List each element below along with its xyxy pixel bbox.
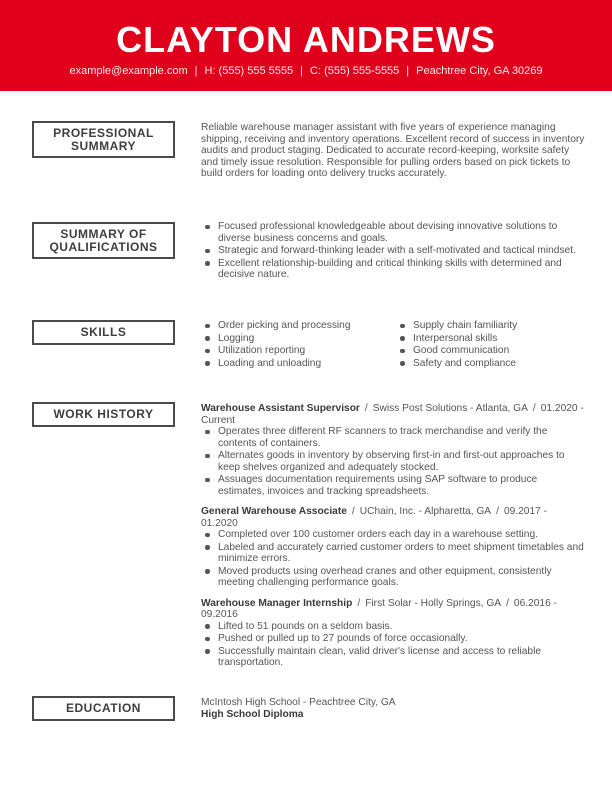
job-entry xyxy=(201,403,586,497)
work-history-list xyxy=(201,403,586,678)
bullet-icon xyxy=(205,624,210,629)
job-dates: 09.2017 - 01.2020 xyxy=(201,506,548,529)
resume-header xyxy=(0,0,612,91)
separator: / xyxy=(496,506,499,517)
home-phone: H: (555) 555 5555 xyxy=(204,65,294,77)
separator: / xyxy=(506,597,509,609)
separator: / xyxy=(364,403,368,414)
separator: / xyxy=(532,403,536,414)
bullet-icon xyxy=(205,336,210,341)
qualifications-list xyxy=(201,221,586,282)
bullet-icon xyxy=(205,361,210,366)
bullet-icon xyxy=(400,349,405,354)
job-company: First Solar - Holly Springs, GA xyxy=(365,597,502,609)
job-entry xyxy=(201,598,586,669)
summary-paragraph: Reliable warehouse manager assistant with five years of experience managing shipping, receiving and inventory operations. Excellent record of success in inventory audits and product staging. Dedicated to accurate record-keeping, worksite safety and timely issue resolution. Responsible for pulling orders based on pick tickets to build orders for loading onto delivery trucks accurately. xyxy=(201,122,585,179)
bullet-icon xyxy=(400,324,405,329)
separator: | xyxy=(194,65,198,77)
bullet-icon xyxy=(205,533,210,538)
section-label: WORK HISTORY xyxy=(32,402,175,427)
list-item: Excellent relationship-building and critical thinking skills with determined and decisive nature. xyxy=(201,258,586,281)
list-item: Moved products using overhead cranes and other equipment, consistently meeting challenging performance goals. xyxy=(201,566,586,589)
bullet-icon xyxy=(205,249,210,254)
list-item: Successfully maintain clean, valid driver's license and access to reliable transportation. xyxy=(201,646,586,669)
summary-text xyxy=(201,122,586,180)
cell-phone: C: (555) 555-5555 xyxy=(310,65,400,77)
skill-item: Good communication xyxy=(396,345,586,357)
job-header xyxy=(201,598,586,621)
bullet-icon xyxy=(205,261,210,266)
bullet-icon xyxy=(400,361,405,366)
list-item: Labeled and accurately carried customer orders to meet shipment timetables and minimize errors. xyxy=(201,542,586,565)
job-dates: 06.2016 - 09.2016 xyxy=(201,597,557,620)
skill-item: Order picking and processing xyxy=(201,320,396,332)
bullet-icon xyxy=(205,637,210,642)
list-item: Focused professional knowledgeable about devising innovative solutions to diverse business concerns and goals. xyxy=(201,221,586,244)
candidate-name: CLAYTON ANDREWS xyxy=(116,19,496,60)
education-school: McIntosh High School - Peachtree City, GA xyxy=(201,697,396,708)
section-label: EDUCATION xyxy=(32,696,175,721)
email: example@example.com xyxy=(69,65,188,77)
skill-item: Utilization reporting xyxy=(201,345,396,357)
list-item: Operates three different RF scanners to track merchandise and verify the contents of containers. xyxy=(201,426,586,449)
separator: | xyxy=(406,65,410,77)
skill-item: Loading and unloading xyxy=(201,358,396,370)
section-label: SKILLS xyxy=(32,320,175,345)
skill-item: Supply chain familiarity xyxy=(396,320,586,332)
list-item: Completed over 100 customer orders each day in a warehouse setting. xyxy=(201,529,586,541)
bullet-icon xyxy=(205,430,210,435)
skill-item: Interpersonal skills xyxy=(396,333,586,345)
job-title: General Warehouse Associate xyxy=(201,506,347,517)
separator: | xyxy=(300,65,304,77)
bullet-icon xyxy=(205,324,210,329)
bullet-icon xyxy=(205,569,210,574)
job-title: Warehouse Assistant Supervisor xyxy=(201,403,360,414)
bullet-icon xyxy=(205,545,210,550)
separator: / xyxy=(351,506,355,517)
education-details xyxy=(201,697,586,720)
job-company: Swiss Post Solutions - Atlanta, GA xyxy=(372,403,528,414)
job-header xyxy=(201,403,586,426)
bullet-icon xyxy=(205,225,210,230)
section-label: SUMMARY OF QUALIFICATIONS xyxy=(32,222,175,259)
education-degree: High School Diploma xyxy=(201,708,304,720)
bullet-icon xyxy=(400,336,405,341)
list-item: Assuages documentation requirements using SAP software to produce estimates, invoices and tracking spreadsheets. xyxy=(201,474,586,497)
job-company: UChain, Inc. - Alpharetta, GA xyxy=(359,506,492,517)
list-item: Pushed or pulled up to 27 pounds of force occasionally. xyxy=(201,633,586,645)
bullet-icon xyxy=(205,454,210,459)
skill-item: Safety and compliance xyxy=(396,358,586,370)
list-item: Alternates goods in inventory by observing first-in and first-out approaches to keep shelves organized and adequately stocked. xyxy=(201,450,586,473)
bullet-icon xyxy=(205,649,210,654)
bullet-icon xyxy=(205,349,210,354)
job-header xyxy=(201,506,586,529)
skill-item: Logging xyxy=(201,333,396,345)
separator: / xyxy=(357,597,361,609)
bullet-icon xyxy=(205,478,210,483)
section-label: PROFESSIONAL SUMMARY xyxy=(32,121,175,158)
job-entry xyxy=(201,506,586,589)
job-dates: 01.2020 - Current xyxy=(201,403,584,426)
contact-line xyxy=(0,64,612,78)
skills-list xyxy=(201,320,586,370)
location: Peachtree City, GA 30269 xyxy=(416,65,543,77)
list-item: Strategic and forward-thinking leader with a self-motivated and tactical mindset. xyxy=(201,245,586,257)
job-title: Warehouse Manager Internship xyxy=(201,597,353,609)
list-item: Lifted to 51 pounds on a seldom basis. xyxy=(201,621,586,633)
